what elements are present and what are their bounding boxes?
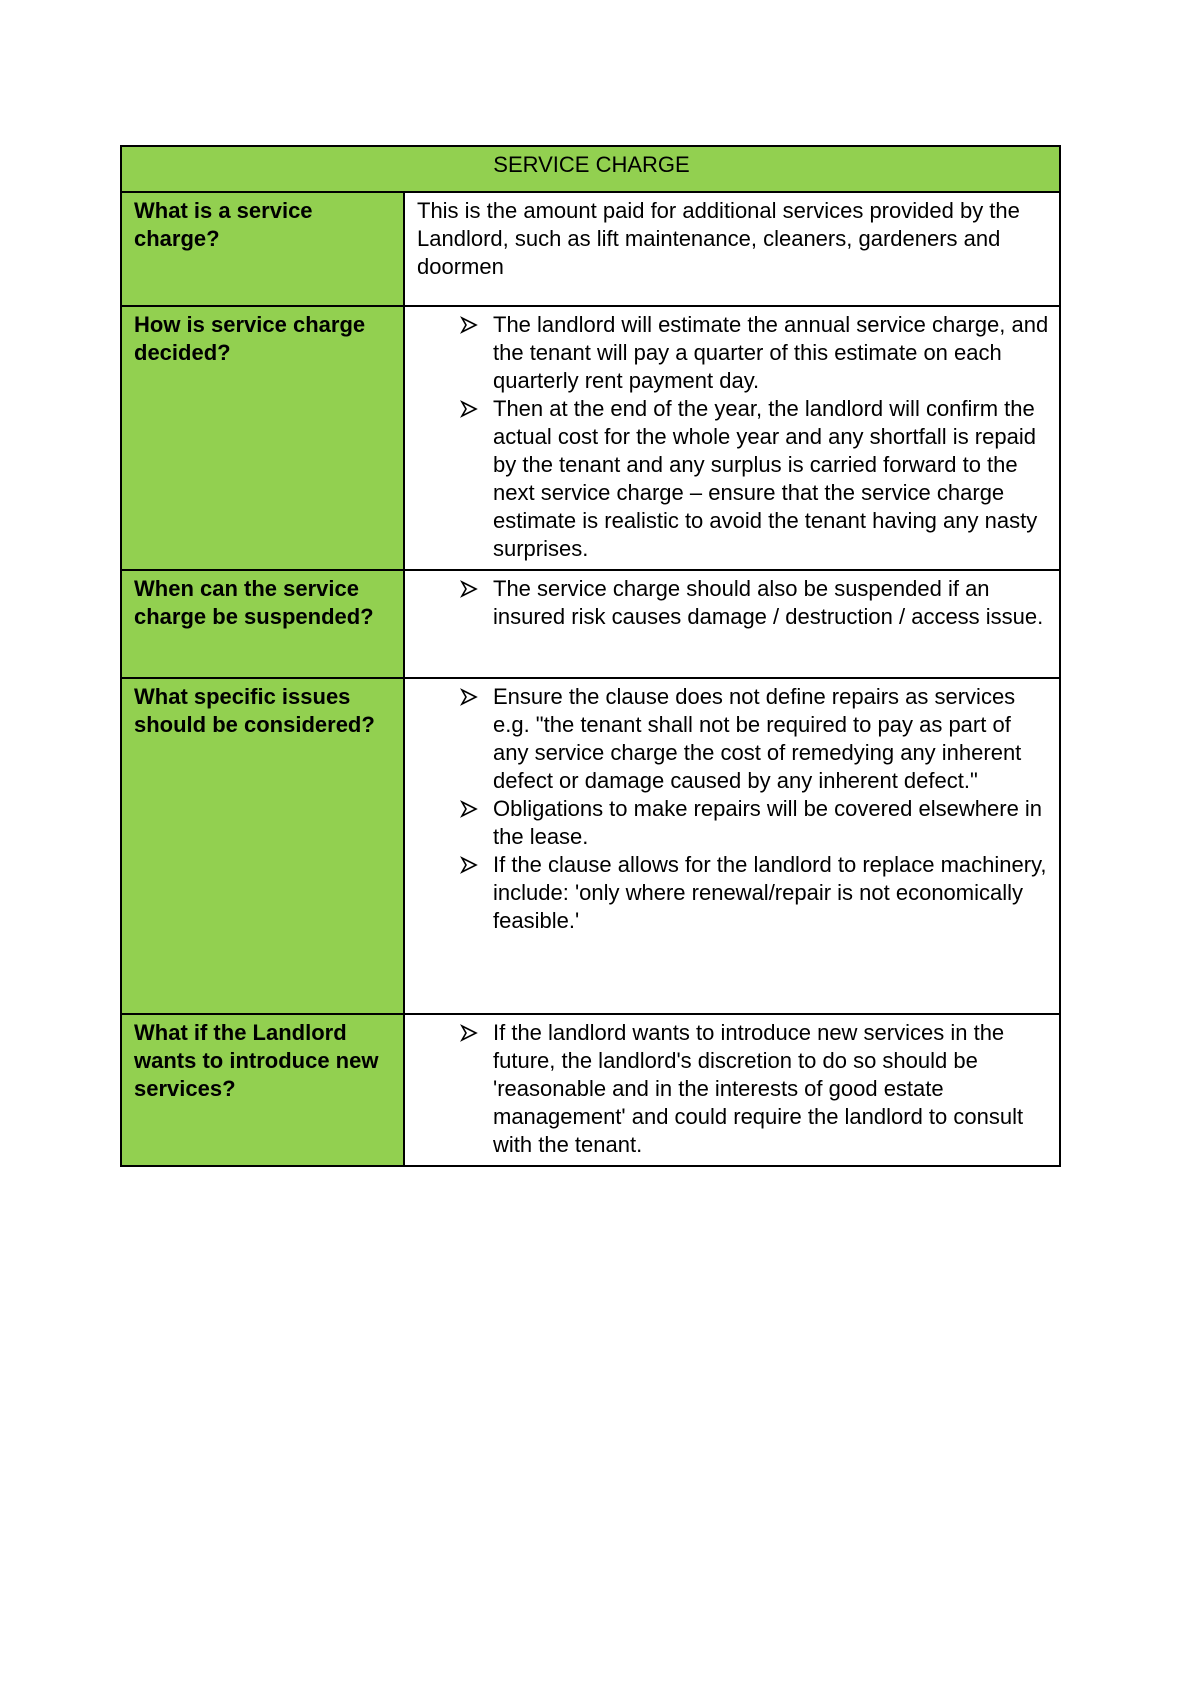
list-item (417, 575, 1049, 631)
answer-cell (404, 570, 1060, 678)
bullet-text: Ensure the clause does not define repairs as services e.g. "the tenant shall not be required to pay as part of any service charge the cost of remedying any inherent defect or damage caused by any inherent defect." (493, 684, 1022, 793)
bullet-text: Then at the end of the year, the landlord will confirm the actual cost for the whole year and any shortfall is repaid by the tenant and any surplus is carried forward to the next service charge – ensure that the service charge estimate is realistic to avoid the tenant having any nasty surprises. (493, 396, 1038, 561)
arrow-bullet-icon (460, 688, 478, 706)
arrow-bullet-icon (460, 1024, 478, 1042)
arrow-bullet-icon (460, 316, 478, 334)
table-row (121, 678, 1060, 1014)
answer-cell (404, 306, 1060, 570)
table-row (121, 306, 1060, 570)
list-item (417, 683, 1049, 795)
answer-cell (404, 1014, 1060, 1166)
bullet-list (417, 1019, 1049, 1159)
bullet-list (417, 311, 1049, 563)
list-item (417, 395, 1049, 563)
bullet-text: Obligations to make repairs will be covered elsewhere in the lease. (493, 796, 1043, 849)
bullet-text: The service charge should also be suspended if an insured risk causes damage / destruction / access issue. (493, 576, 1044, 629)
list-item (417, 851, 1049, 935)
arrow-bullet-icon (460, 400, 478, 418)
answer-cell (404, 678, 1060, 1014)
bullet-text: If the clause allows for the landlord to replace machinery, include: 'only where renewal/repair is not economically feasible.' (493, 852, 1047, 933)
bullet-list (417, 683, 1049, 935)
list-item (417, 311, 1049, 395)
table-row (121, 1014, 1060, 1166)
question-cell: What if the Landlord wants to introduce new services? (121, 1014, 404, 1166)
table-row (121, 570, 1060, 678)
question-cell: What is a service charge? (121, 192, 404, 306)
arrow-bullet-icon (460, 580, 478, 598)
answer-cell: This is the amount paid for additional services provided by the Landlord, such as lift maintenance, cleaners, gardeners and doormen (404, 192, 1060, 306)
table-title: SERVICE CHARGE (121, 146, 1060, 192)
arrow-bullet-icon (460, 856, 478, 874)
table-row (121, 192, 1060, 306)
service-charge-table (120, 145, 1061, 1167)
list-item (417, 795, 1049, 851)
question-cell: When can the service charge be suspended? (121, 570, 404, 678)
bullet-text: If the landlord wants to introduce new services in the future, the landlord's discretion to do so should be 'reasonable and in the interests of good estate management' and could require the landlord to consult with the tenant. (493, 1020, 1024, 1157)
question-cell: What specific issues should be considered? (121, 678, 404, 1014)
table-title-row (121, 146, 1060, 192)
bullet-list (417, 575, 1049, 631)
question-cell: How is service charge decided? (121, 306, 404, 570)
bullet-text: The landlord will estimate the annual service charge, and the tenant will pay a quarter of this estimate on each quarterly rent payment day. (493, 312, 1049, 393)
arrow-bullet-icon (460, 800, 478, 818)
list-item (417, 1019, 1049, 1159)
